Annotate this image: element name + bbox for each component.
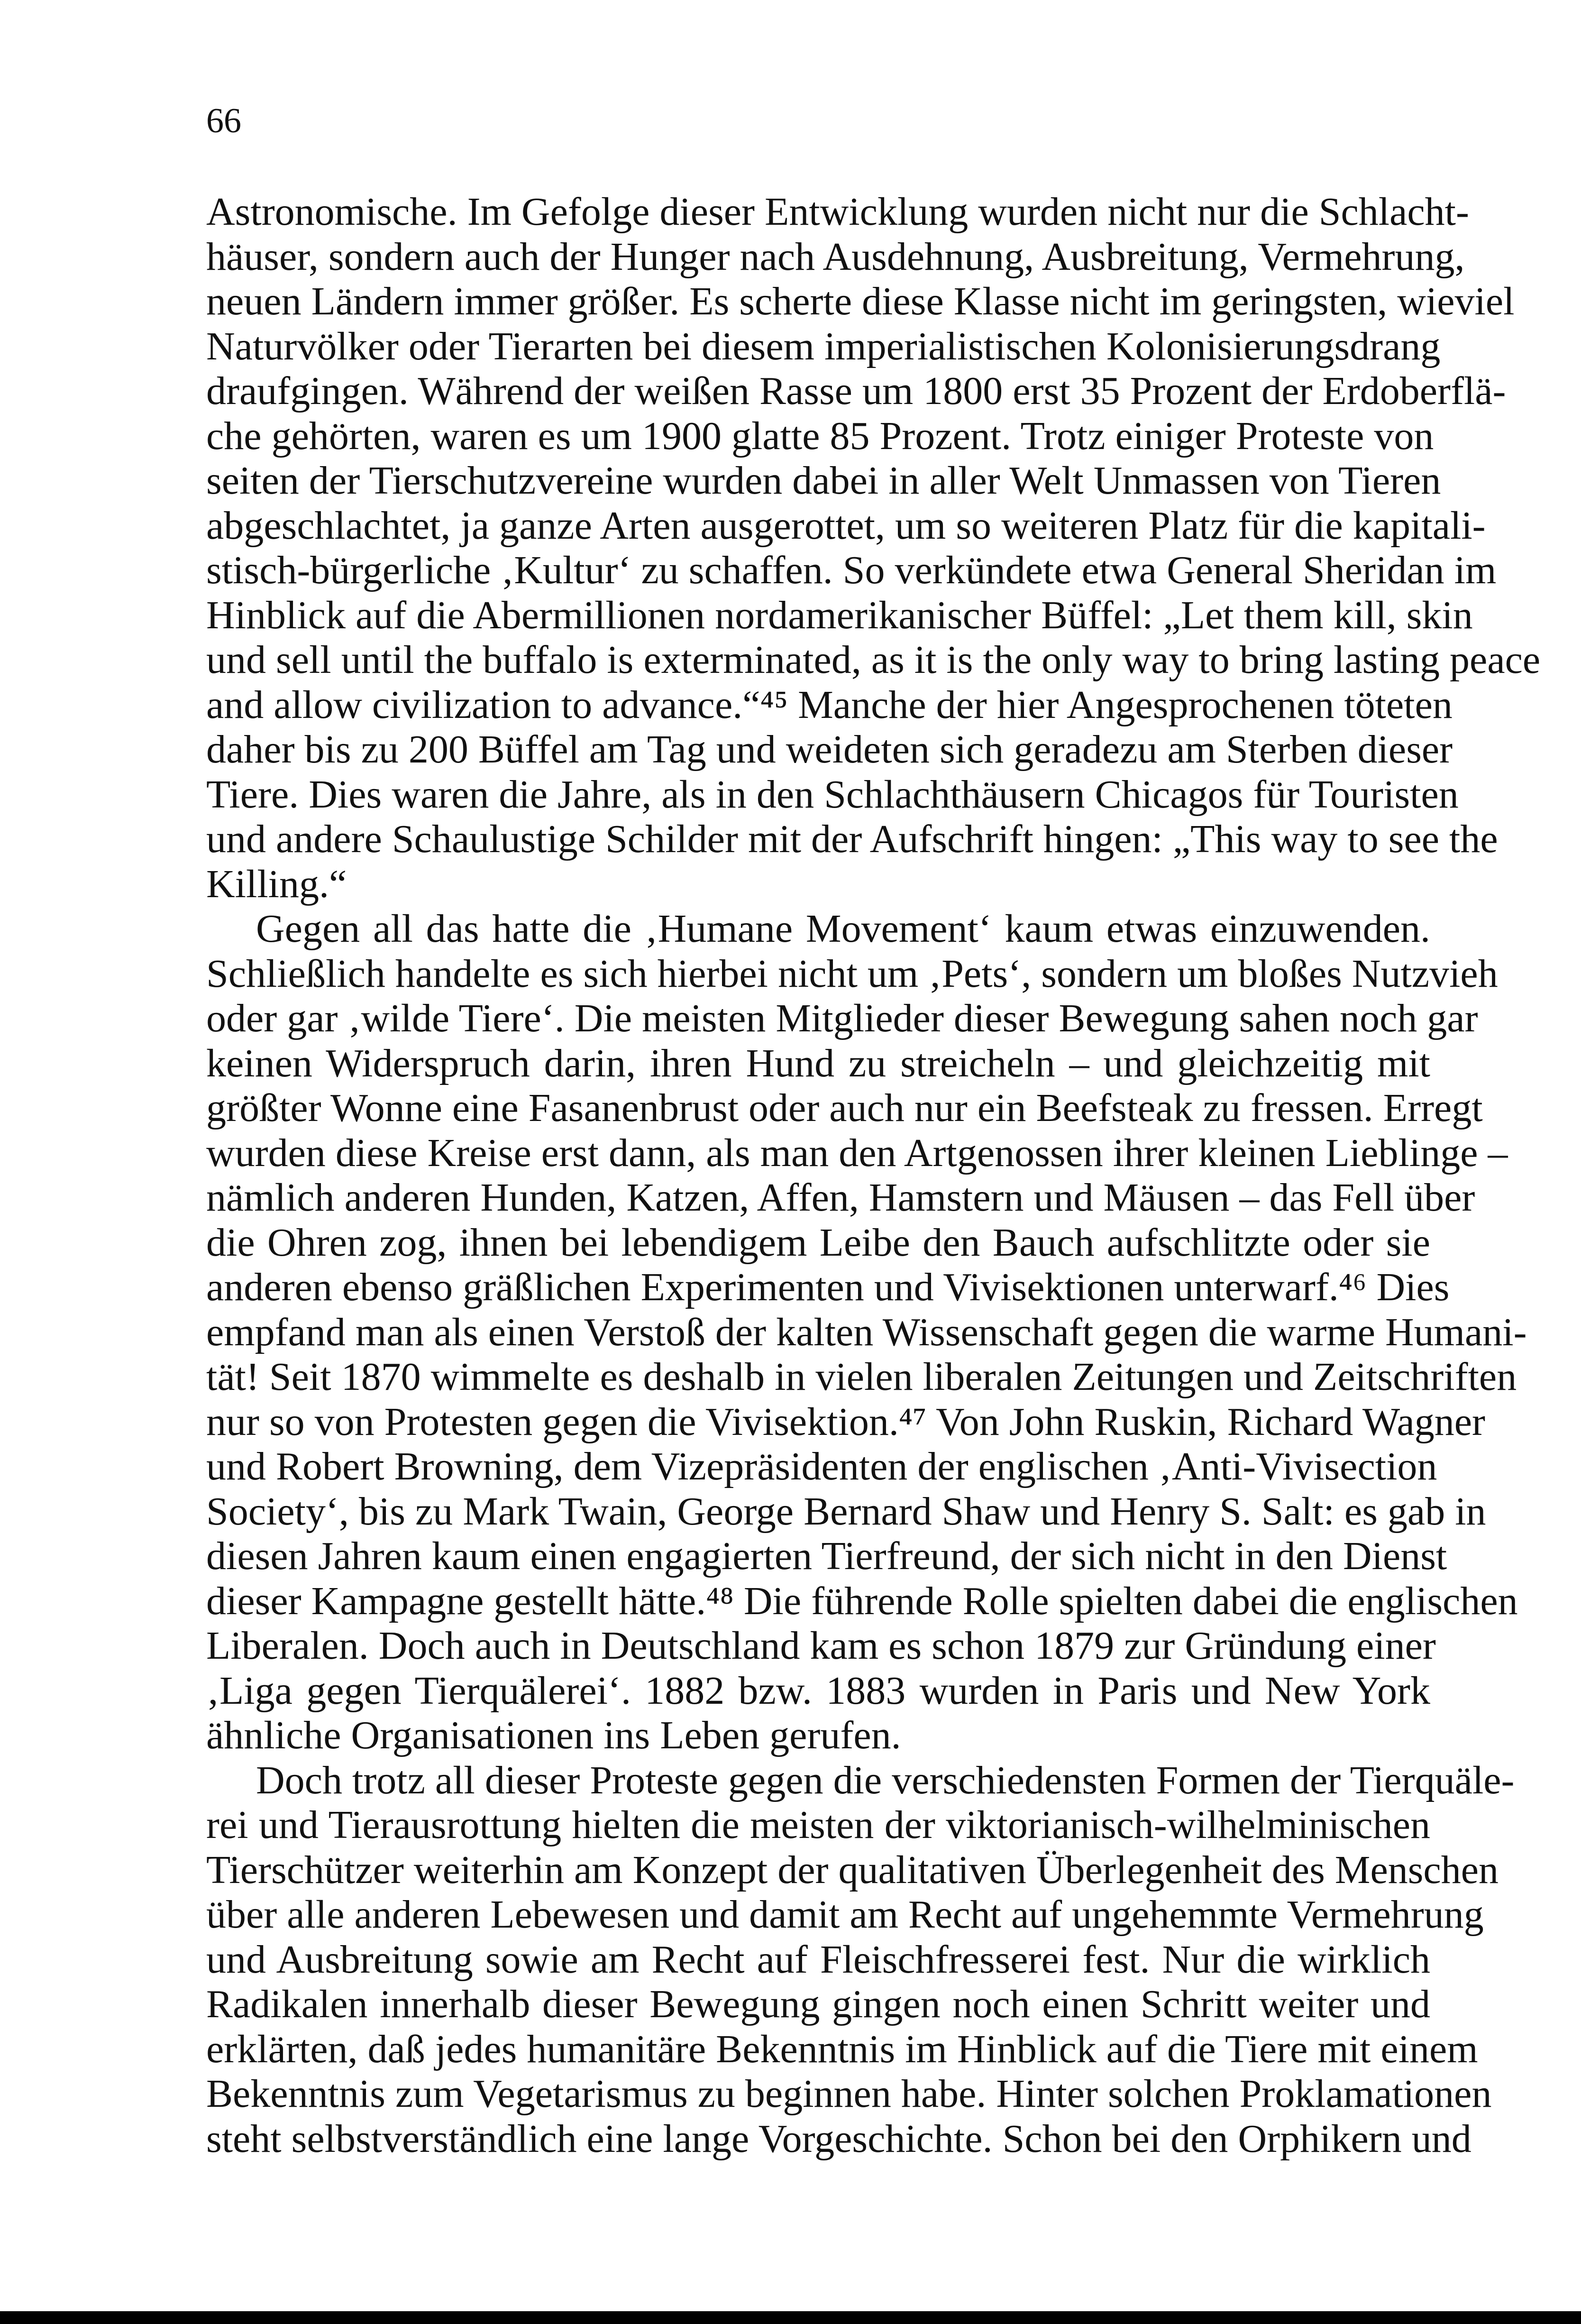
text-line: nur so von Protesten gegen die Vivisektion.⁴⁷ Von John Ruskin, Richard Wagner xyxy=(206,1399,1486,1444)
text-line: abgeschlachtet, ja ganze Arten ausgerottet, um so weiteren Platz für die kapitali- xyxy=(206,503,1486,548)
text-line: Schließlich handelte es sich hierbei nicht um ‚Pets‘, sondern um bloßes Nutzvieh xyxy=(206,951,1498,996)
paragraph xyxy=(206,1758,1515,2162)
text-line: Killing.“ xyxy=(206,862,347,906)
text-line: Doch trotz all dieser Proteste gegen die verschiedensten Formen der Tierquäle- xyxy=(256,1758,1515,1802)
text-line: ähnliche Organisationen ins Leben gerufen. xyxy=(206,1713,901,1757)
text-line: Naturvölker oder Tierarten bei diesem imperialistischen Kolonisierungsdrang xyxy=(206,324,1441,368)
text-line: Hinblick auf die Abermillionen nordamerikanischer Büffel: „Let them kill, skin xyxy=(206,593,1473,637)
text-line: und Robert Browning, dem Vizepräsidenten der englischen ‚Anti-Vivisection xyxy=(206,1444,1437,1488)
text-line: neuen Ländern immer größer. Es scherte diese Klasse nicht im geringsten, wieviel xyxy=(206,279,1515,323)
page-bottom-edge xyxy=(0,2311,1581,2324)
text-line: dieser Kampagne gestellt hätte.⁴⁸ Die führende Rolle spielten dabei die englischen xyxy=(206,1579,1518,1623)
text-line: Radikalen innerhalb dieser Bewegung gingen noch einen Schritt weiter und xyxy=(206,1982,1430,2026)
page-number: 66 xyxy=(206,101,241,140)
text-line: häuser, sondern auch der Hunger nach Ausdehnung, Ausbreitung, Vermehrung, xyxy=(206,234,1465,279)
text-line: nämlich anderen Hunden, Katzen, Affen, Hamstern und Mäusen – das Fell über xyxy=(206,1176,1475,1220)
text-line: erklärten, daß jedes humanitäre Bekenntnis im Hinblick auf die Tiere mit einem xyxy=(206,2027,1478,2071)
text-line: und Ausbreitung sowie am Recht auf Fleischfresserei fest. Nur die wirklich xyxy=(206,1937,1430,1982)
text-line: die Ohren zog, ihnen bei lebendigem Leibe den Bauch aufschlitzte oder sie xyxy=(206,1220,1430,1265)
text-line: Liberalen. Doch auch in Deutschland kam es schon 1879 zur Gründung einer xyxy=(206,1624,1436,1668)
text-line: Tierschützer weiterhin am Konzept der qualitativen Überlegenheit des Menschen xyxy=(206,1847,1499,1892)
text-line: Bekenntnis zum Vegetarismus zu beginnen habe. Hinter solchen Proklamationen xyxy=(206,2072,1492,2116)
text-line: keinen Widerspruch darin, ihren Hund zu streicheln – und gleichzeitig mit xyxy=(206,1041,1430,1085)
text-line: daher bis zu 200 Büffel am Tag und weideten sich geradezu am Sterben dieser xyxy=(206,727,1453,772)
text-line: diesen Jahren kaum einen engagierten Tierfreund, der sich nicht in den Dienst xyxy=(206,1534,1447,1578)
text-line: wurden diese Kreise erst dann, als man den Artgenossen ihrer kleinen Lieblinge – xyxy=(206,1130,1508,1175)
text-line: über alle anderen Lebewesen und damit am Recht auf ungehemmte Vermehrung xyxy=(206,1892,1484,1937)
text-line: und andere Schaulustige Schilder mit der Aufschrift hingen: „This way to see the xyxy=(206,817,1498,861)
text-line: seiten der Tierschutzvereine wurden dabei in aller Welt Unmassen von Tieren xyxy=(206,459,1441,503)
paragraph xyxy=(206,907,1527,1758)
text-line: größter Wonne eine Fasanenbrust oder auch nur ein Beefsteak zu fressen. Erregt xyxy=(206,1086,1483,1130)
body-text xyxy=(206,190,1541,2161)
text-line: und sell until the buffalo is exterminated, as it is the only way to bring lasting peace xyxy=(206,638,1541,682)
text-line: Society‘, bis zu Mark Twain, George Bernard Shaw und Henry S. Salt: es gab in xyxy=(206,1489,1486,1534)
text-line: stisch-bürgerliche ‚Kultur‘ zu schaffen. So verkündete etwa General Sheridan im xyxy=(206,548,1497,592)
text-line: oder gar ‚wilde Tiere‘. Die meisten Mitglieder dieser Bewegung sahen noch gar xyxy=(206,996,1478,1040)
text-line: tät! Seit 1870 wimmelte es deshalb in vielen liberalen Zeitungen und Zeitschriften xyxy=(206,1355,1517,1399)
text-line: che gehörten, waren es um 1900 glatte 85 Prozent. Trotz einiger Proteste von xyxy=(206,413,1434,458)
text-line: Astronomische. Im Gefolge dieser Entwicklung wurden nicht nur die Schlacht- xyxy=(206,190,1469,234)
text-line: and allow civilization to advance.“⁴⁵ Manche der hier Angesprochenen töteten xyxy=(206,682,1453,727)
text-line: steht selbstverständlich eine lange Vorgeschichte. Schon bei den Orphikern und xyxy=(206,2116,1471,2161)
text-line: ‚Liga gegen Tierquälerei‘. 1882 bzw. 1883 wurden in Paris und New York xyxy=(206,1668,1430,1713)
text-line: empfand man als einen Verstoß der kalten Wissenschaft gegen die warme Humani- xyxy=(206,1310,1527,1354)
text-line: Tiere. Dies waren die Jahre, als in den Schlachthäusern Chicagos für Touristen xyxy=(206,772,1459,817)
text-line: rei und Tierausrottung hielten die meisten der viktorianisch-wilhelminischen xyxy=(206,1803,1430,1847)
text-line: draufgingen. Während der weißen Rasse um 1800 erst 35 Prozent der Erdoberflä- xyxy=(206,369,1506,413)
text-line: anderen ebenso gräßlichen Experimenten und Vivisektionen unterwarf.⁴⁶ Dies xyxy=(206,1265,1450,1309)
paragraph xyxy=(206,190,1541,907)
text-line: Gegen all das hatte die ‚Humane Movement‘ kaum etwas einzuwenden. xyxy=(256,907,1430,951)
